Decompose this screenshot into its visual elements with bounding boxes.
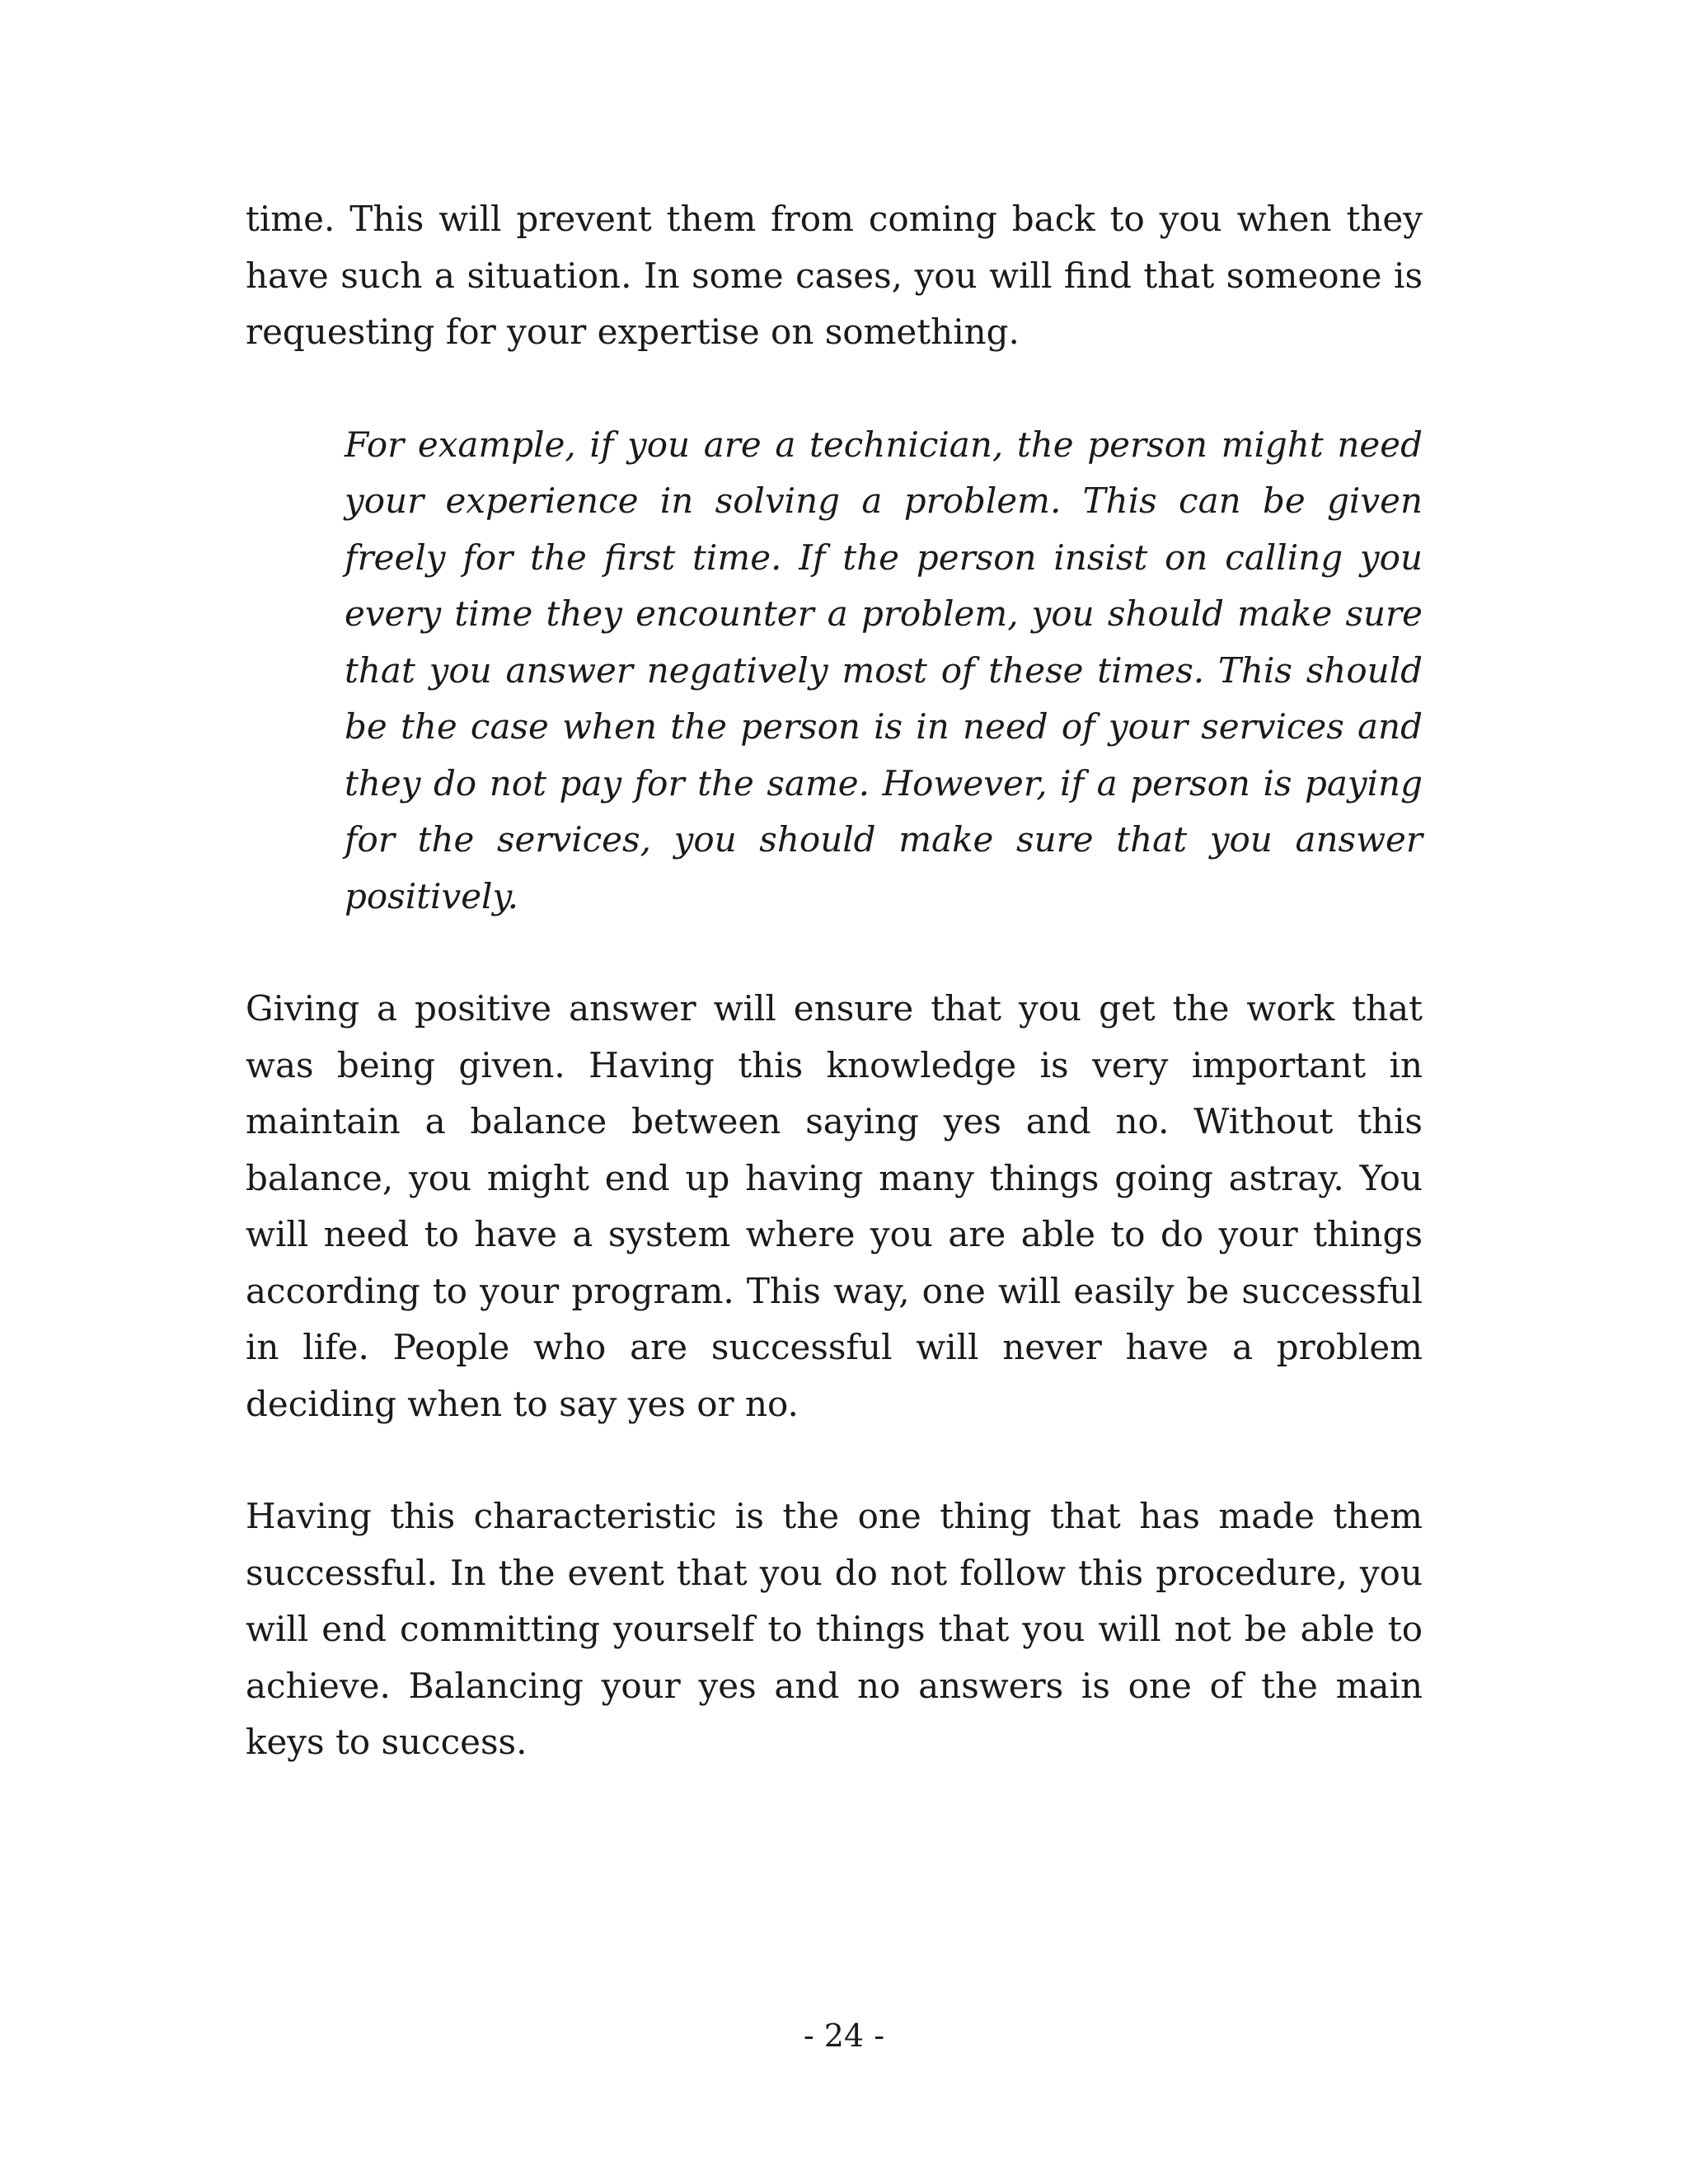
paragraph-3: Giving a positive answer will ensure that you get the work that was being given. Having this knowledge is very important in maintain a balance between saying yes and no. Without this balance, you might end up having many things going astray. You will need to have a system where you are able to do your things according to your program. This way, one will easily be successful in life. People who are successful will never have a problem deciding when to say yes or no. [246,988,1423,1424]
paragraph-1: time. This will prevent them from coming back to you when they have such a situation. In some cases, you will find that someone is requesting for your expertise on something. [246,199,1423,352]
page-body [246,191,1423,1827]
page-number: - 24 - [803,2018,885,2054]
paragraph-4: Having this characteristic is the one thing that has made them successful. In the event that you do not follow this procedure, you will end committing yourself to things that you will not be able to achieve. Balancing your yes and no answers is one of the main keys to success. [246,1496,1423,1762]
indented-example-paragraph: For example, if you are a technician, the person might need your experience in solving a problem. This can be given freely for the first time. If the person insist on calling you every time they encounter a problem, you should make sure that you answer negatively most of these times. This should be the case when the person is in need of your services and they do not pay for the same. However, if a person is paying for the services, you should make sure that you answer positively. [345,424,1423,916]
